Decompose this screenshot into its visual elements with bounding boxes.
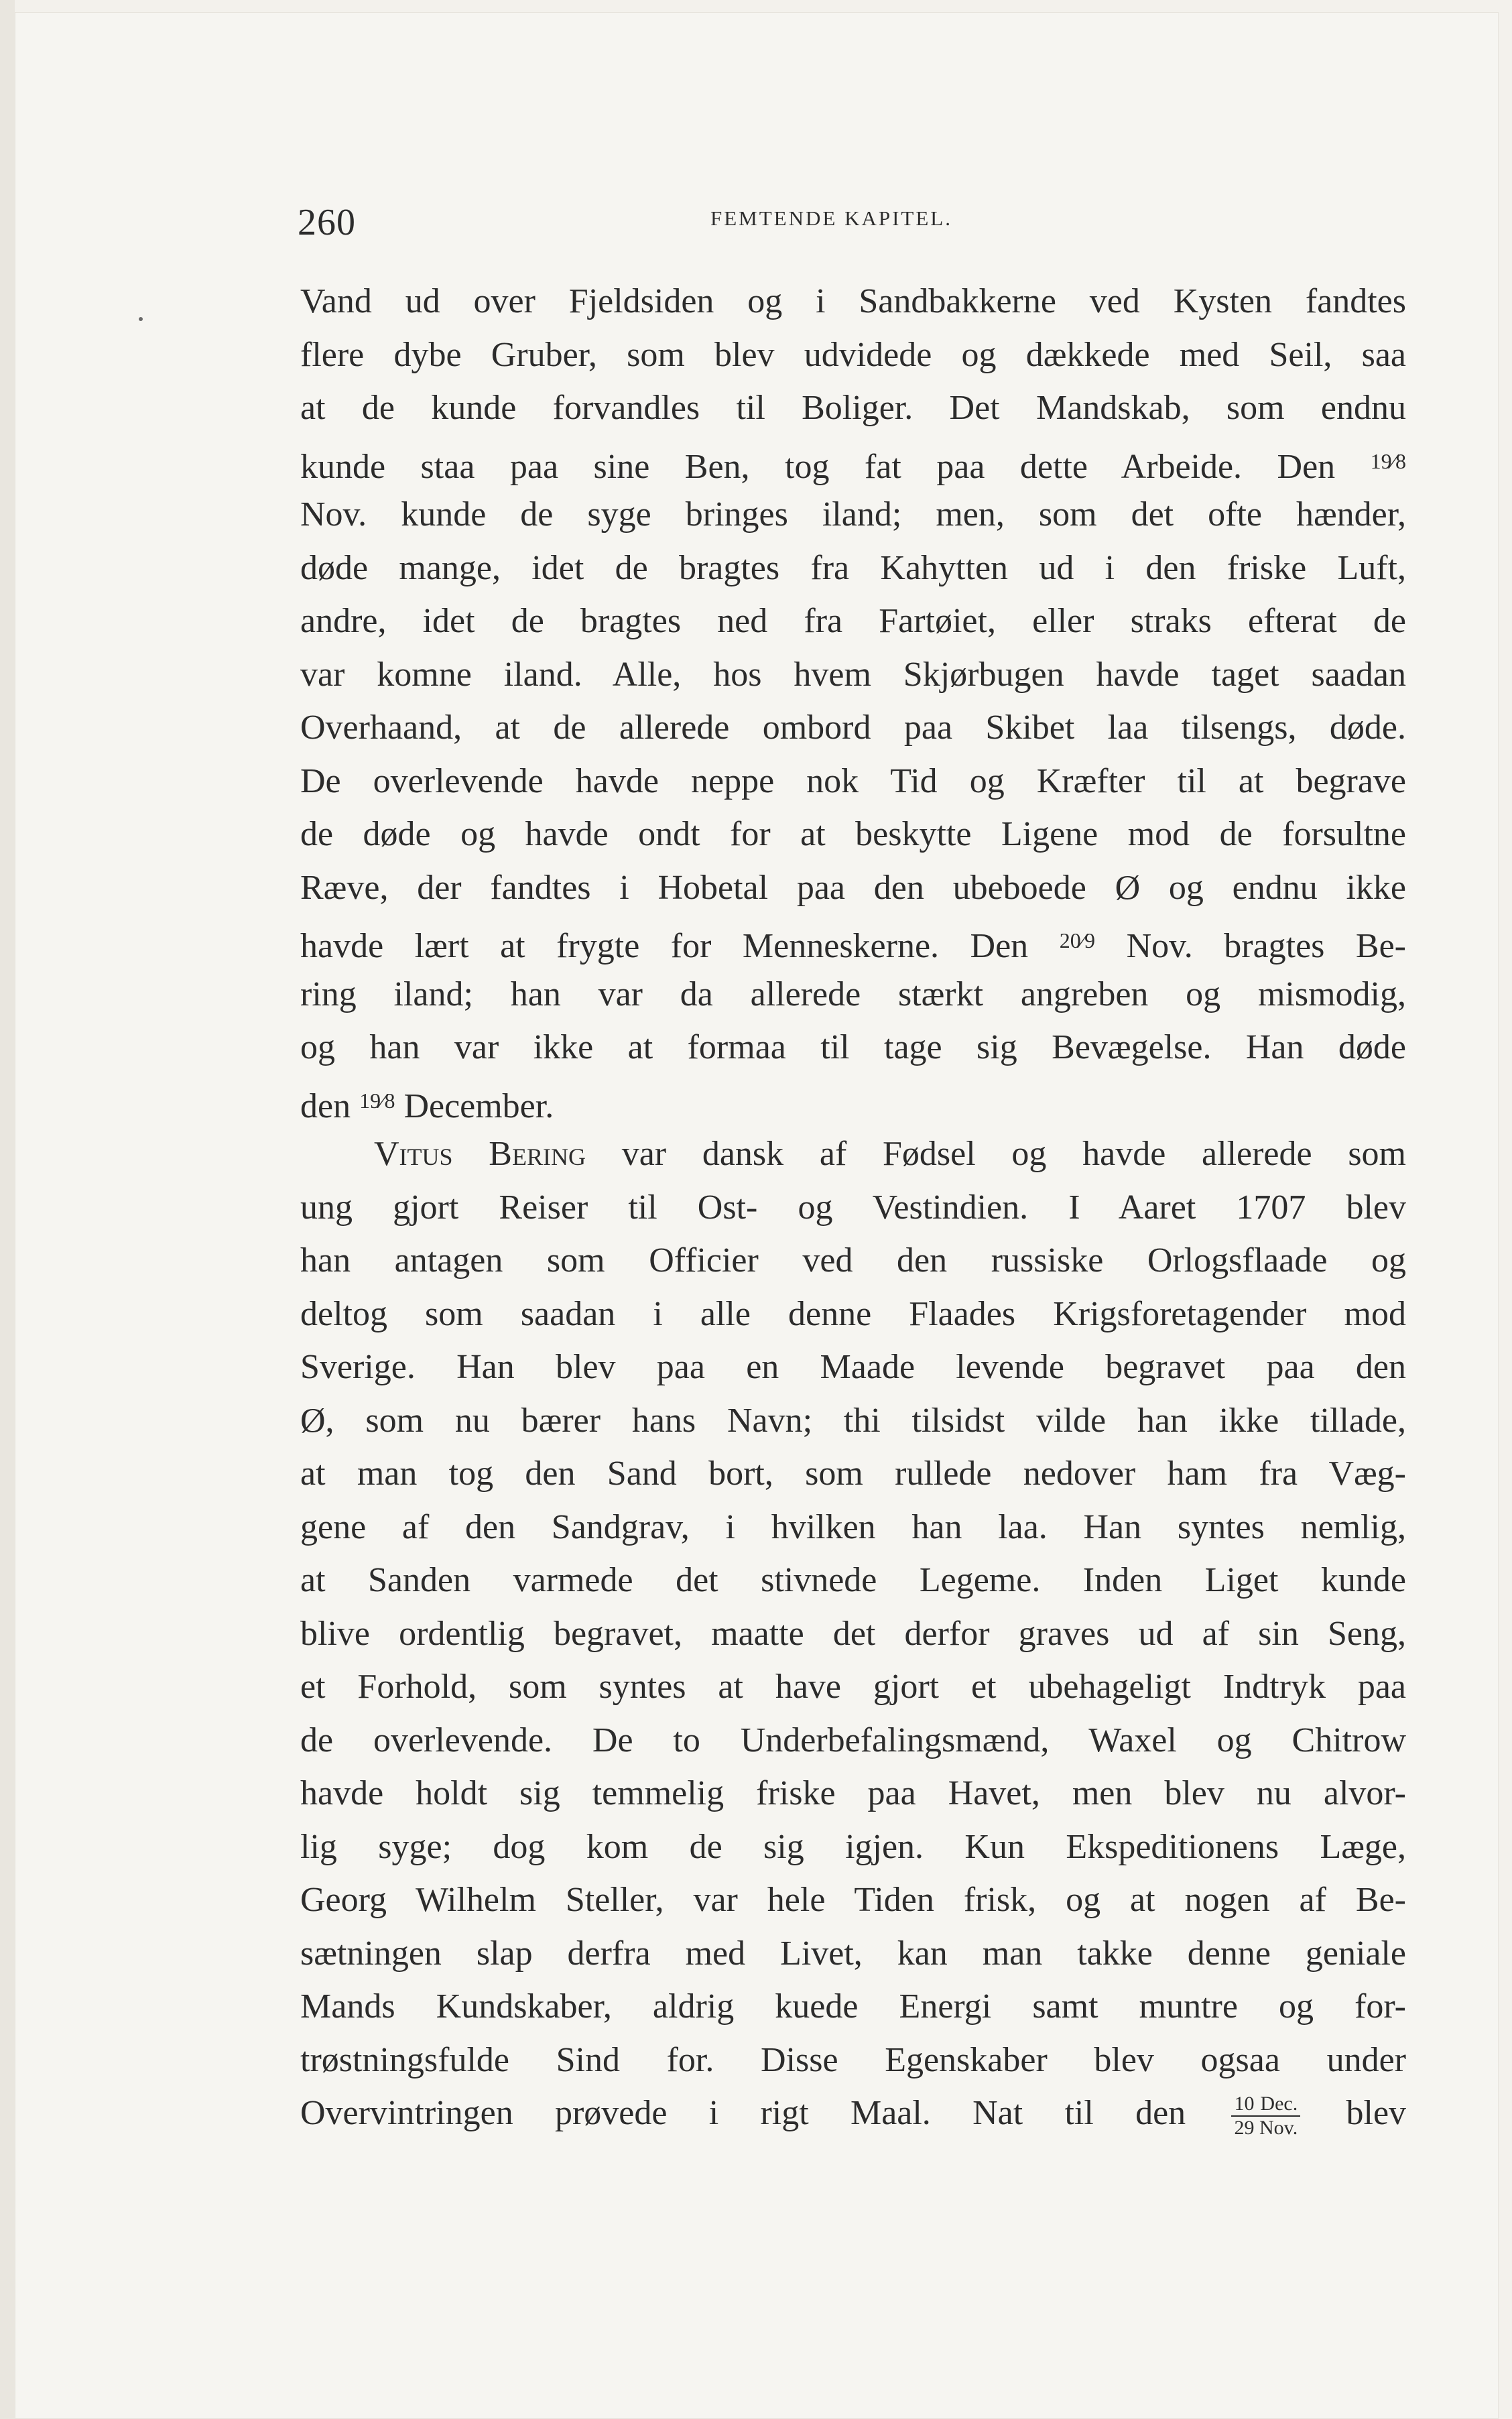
- text-line: gene af den Sandgrav, i hvilken han laa. Han syntes nemlig,: [300, 1507, 1406, 1546]
- text-segment: Overvintringen prøvede i rigt Maal. Nat til den: [300, 2094, 1186, 2132]
- text-line: at de kunde forvandles til Boliger. Det Mandskab, som endnu: [300, 389, 1406, 427]
- text-line: Overhaand, at de allerede ombord paa Skibet laa tilsengs, døde.: [300, 708, 1406, 747]
- text-line: [300, 1074, 1406, 1128]
- text-line: flere dybe Gruber, som blev udvidede og dækkede med Seil, saa: [300, 335, 1406, 374]
- text-line: ung gjort Reiser til Ost- og Vestindien. I Aaret 1707 blev: [300, 1188, 1406, 1227]
- text-line: at Sanden varmede det stivnede Legeme. Inden Liget kunde: [300, 1561, 1406, 1599]
- text-line: [300, 2087, 1406, 2140]
- text-segment: var dansk af Fødsel og havde allerede som: [621, 1135, 1406, 1173]
- text-line: ring iland; han var da allerede stærkt angreben og mismodig,: [300, 975, 1406, 1013]
- text-line: blive ordentlig begravet, maatte det derfor graves ud af sin Seng,: [300, 1614, 1406, 1653]
- fraction-numerator: 10 Dec.: [1231, 2093, 1300, 2117]
- text-line: [300, 1127, 1406, 1181]
- text-line: Ræve, der fandtes i Hobetal paa den ubeboede Ø og endnu ikke: [300, 868, 1406, 907]
- text-segment: havde lært at frygte for Menneskerne. Den: [300, 927, 1029, 965]
- text-line: at man tog den Sand bort, som rullede nedover ham fra Væg-: [300, 1454, 1406, 1493]
- text-line: deltog som saadan i alle denne Flaades Krigsforetagender mod: [300, 1294, 1406, 1333]
- text-line: [300, 914, 1406, 968]
- text-line: Vand ud over Fjeldsiden og i Sandbakkerne ved Kysten fandtes: [300, 282, 1406, 320]
- text-segment: Nov. bragtes Be-: [1126, 927, 1407, 965]
- scan-page-edge: [0, 0, 15, 2419]
- text-line: Sverige. Han blev paa en Maade levende begravet paa den: [300, 1348, 1406, 1386]
- text-line: han antagen som Officier ved den russiske Orlogsflaade og: [300, 1241, 1406, 1280]
- page-number: 260: [298, 202, 356, 243]
- print-speck: [139, 317, 143, 321]
- fraction-denominator: 29 Nov.: [1234, 2117, 1298, 2139]
- stacked-date-fraction: [1231, 2093, 1300, 2139]
- text-line: et Forhold, som syntes at have gjort et ubehageligt Indtryk paa: [300, 1668, 1406, 1706]
- date-fraction: 19⁄8: [359, 1088, 395, 1113]
- text-segment: den: [300, 1087, 351, 1125]
- text-line: lig syge; dog kom de sig igjen. Kun Ekspeditionens Læge,: [300, 1827, 1406, 1866]
- text-segment: kunde staa paa sine Ben, tog fat paa dette Arbeide. Den: [300, 447, 1336, 486]
- text-line: Mands Kundskaber, aldrig kuede Energi samt muntre og for-: [300, 1987, 1406, 2026]
- person-name: Vitus Bering: [374, 1135, 586, 1173]
- text-line: De overlevende havde neppe nok Tid og Kræfter til at begrave: [300, 761, 1406, 800]
- text-segment: blev: [1346, 2094, 1407, 2132]
- date-fraction: 19⁄8: [1370, 448, 1407, 473]
- text-line: andre, idet de bragtes ned fra Fartøiet, eller straks efterat de: [300, 602, 1406, 640]
- running-head: FEMTENDE KAPITEL.: [710, 206, 952, 230]
- text-line: var komne iland. Alle, hos hvem Skjørbugen havde taget saadan: [300, 655, 1406, 694]
- text-line: [300, 435, 1406, 489]
- text-line: Georg Wilhelm Steller, var hele Tiden frisk, og at nogen af Be-: [300, 1881, 1406, 1919]
- text-line: havde holdt sig temmelig friske paa Havet, men blev nu alvor-: [300, 1774, 1406, 1812]
- text-line: de overlevende. De to Underbefalingsmænd, Waxel og Chitrow: [300, 1721, 1406, 1759]
- text-line: Nov. kunde de syge bringes iland; men, som det ofte hænder,: [300, 495, 1406, 534]
- text-line: de døde og havde ondt for at beskytte Ligene mod de forsultne: [300, 815, 1406, 853]
- text-line: trøstningsfulde Sind for. Disse Egenskaber blev ogsaa under: [300, 2040, 1406, 2079]
- text-line: døde mange, idet de bragtes fra Kahytten ud i den friske Luft,: [300, 548, 1406, 587]
- body-text: [300, 275, 1406, 2140]
- text-line: og han var ikke at formaa til tage sig Bevægelse. Han døde: [300, 1028, 1406, 1066]
- text-line: Ø, som nu bærer hans Navn; thi tilsidst vilde han ikke tillade,: [300, 1401, 1406, 1440]
- text-segment: December.: [403, 1087, 554, 1125]
- date-fraction: 20⁄9: [1059, 928, 1096, 952]
- text-line: sætningen slap derfra med Livet, kan man takke denne geniale: [300, 1934, 1406, 1973]
